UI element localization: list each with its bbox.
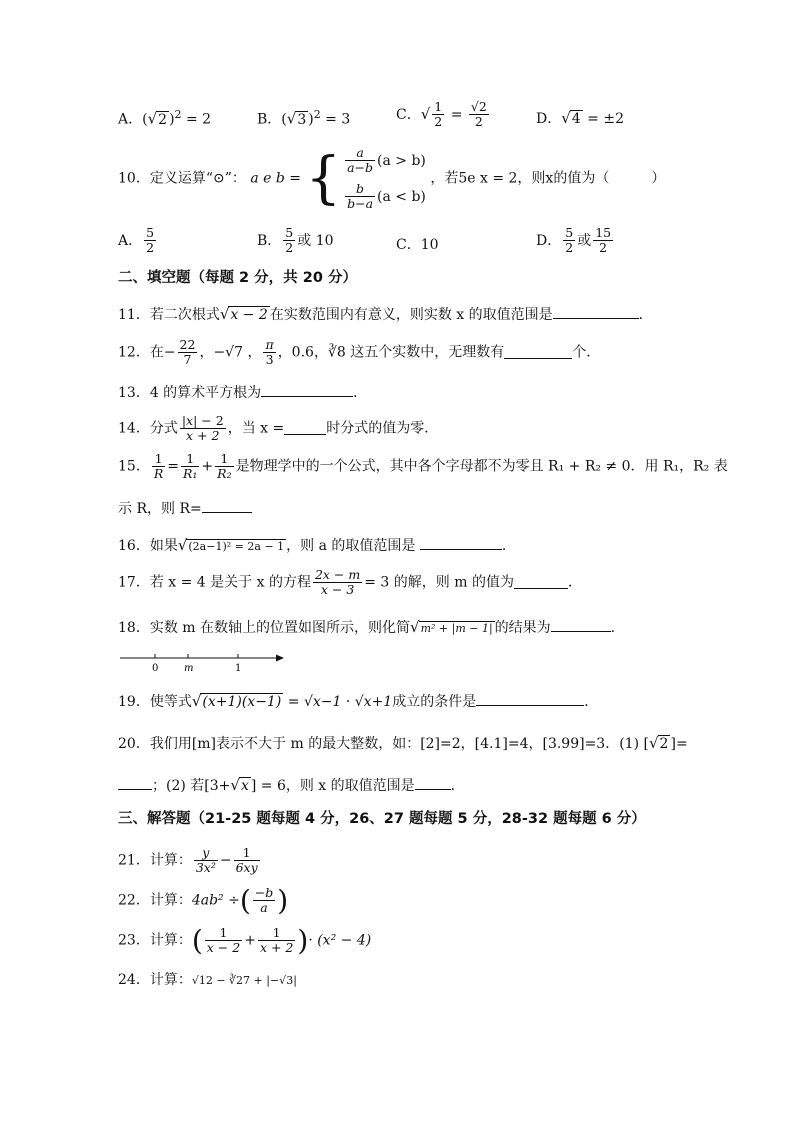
section-solution-title: 三、解答题（21-25 题每题 4 分，26、27 题每题 5 分，28-32 题每题 6 分）	[118, 811, 646, 827]
q10-option-c: C．10	[396, 237, 439, 253]
question-11: 11．若二次根式√x − 2 在实数范围内有意义，则实数 x 的取值范围是 ．	[118, 305, 653, 323]
label-1: 1	[235, 663, 242, 674]
question-18: 18．实数 m 在数轴上的位置如图所示，则化简√m² + |m − 1| 的结果为 ．	[118, 618, 625, 636]
label-0: 0	[152, 663, 159, 674]
question-23: 23．计算：( $\frac{1}{x - 2}$ + $\frac{1}{x + 2}$ )· (x² − 4)	[118, 924, 372, 957]
question-22: 22．计算：4ab² ÷( $\frac{-b}{a}$ )	[118, 884, 289, 917]
q10-option-a: A． $\frac{5}{2}$	[118, 225, 155, 256]
question-10: 10．定义运算“⊙”： a e b = { $\frac{a}{a-b}$ (a > b) $\frac{b}{b-a}$ (a < b) ，若5e x = 2，则x的值为（ ）	[118, 145, 666, 212]
q9-option-a: A．(√2 )$^2$ = 2	[118, 108, 212, 128]
question-15-line2: 示 R，则 R=	[118, 500, 252, 518]
number-line-arrow	[276, 655, 284, 662]
question-19: 19．使等式√(x+1)(x−1) = √x−1 · √x+1成立的条件是 ．	[118, 692, 599, 710]
piecewise-definition: { $\frac{a}{a-b}$ (a > b) $\frac{b}{b-a}$ (a < b)	[305, 145, 426, 212]
question-12: 12．在− $\frac{22}{7}$ ，−√7 ， $\frac{\pi}{3}$ ，0.6，∛8 这五个实数中，无理数有 个．	[118, 337, 601, 368]
question-20: 20．我们用[m]表示不大于 m 的最大整数，如：[2]=2，[4.1]=4，[3.99]=3．(1) [√2 ]=	[118, 734, 688, 752]
number-line	[118, 648, 298, 674]
question-17: 17．若 x = 4 是关于 x 的方程 $\frac{2x - m}{x - 3}$ = 3 的解，则 m 的值为 ．	[118, 567, 582, 598]
question-16: 16．如果√(2a−1)² = 2a − 1 ，则 a 的取值范围是 .	[118, 536, 507, 554]
question-14: 14．分式 $\frac{|x| - 2}{x + 2}$ ，当 x = 时分式的值为零．	[118, 413, 439, 444]
q9-option-d: D．√4 = ±2	[536, 109, 624, 127]
question-21: 21．计算： $\frac{y}{\text{3x²}}$ − $\frac{1}{6xy}$	[118, 845, 258, 876]
question-20-line2: ；(2) 若[3+√x ] = 6，则 x 的取值范围是 ．	[118, 776, 465, 795]
label-m: m	[184, 663, 194, 674]
q9-option-b: B．(√3 )$^2$ = 3	[257, 108, 351, 128]
q10-option-b: B． $\frac{5}{2}$ 或 10	[257, 225, 334, 256]
q10-option-d: D． $\frac{5}{2}$ 或 $\frac{15}{2}$	[536, 225, 612, 256]
q9-option-c: C．√ $\frac{1}{2}$ = $\frac{√2}{2}$	[396, 99, 487, 130]
question-13: 13．4 的算术平方根为 ．	[118, 385, 368, 401]
question-15: 15． $\frac{1}{R}$ = $\frac{1}{\text{R₁}}$ + $\frac{1}{\text{R₂}}$ 是物理学中的一个公式，其中各个字母都不为零且 R₁ + R₂ ≠ 0．用 R₁，R₂ 表	[118, 451, 728, 482]
section-fill-in-title: 二、填空题（每题 2 分，共 20 分）	[118, 270, 357, 286]
question-24: 24．计算：√12 − ∛27 + |−√3|	[118, 972, 297, 988]
